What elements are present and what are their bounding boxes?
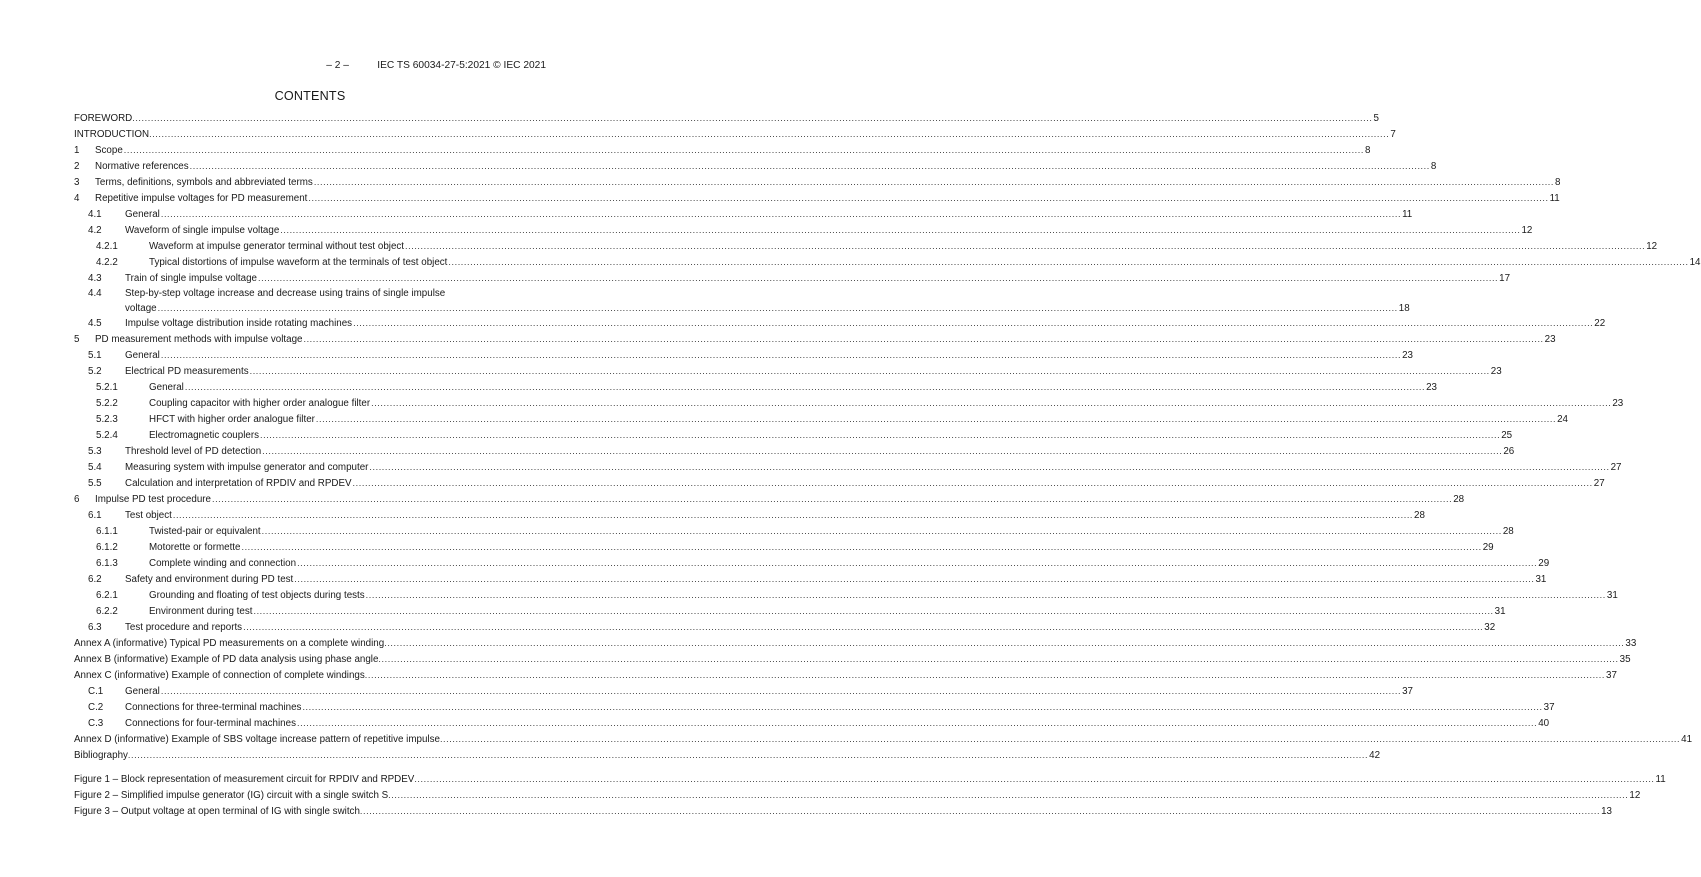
toc-entry-page: 8	[1555, 177, 1561, 188]
figure-entry-page: 11	[1655, 774, 1666, 785]
toc-entry-page: 31	[1494, 605, 1506, 617]
toc-entry-number: 5.2.2	[96, 397, 118, 409]
toc-entry-title: Scope	[95, 145, 123, 156]
toc-entry-title: HFCT with higher order analogue filter	[149, 413, 315, 425]
toc-entry-number: 2	[74, 161, 80, 172]
toc-entry-number: 4	[74, 193, 80, 204]
toc-entry-title: Impulse voltage distribution inside rotating machines	[125, 317, 353, 329]
toc-entry[interactable]	[74, 701, 1555, 713]
toc-entry-number: 3	[74, 177, 80, 188]
toc-entry-number: 5.2	[88, 365, 102, 377]
toc-entry-title: Twisted-pair or equivalent	[149, 525, 261, 537]
toc-entry[interactable]	[74, 365, 1502, 377]
toc-entry-page: 42	[1369, 749, 1381, 761]
toc-entry[interactable]	[74, 509, 1425, 521]
figure-entry-page: 13	[1601, 806, 1612, 817]
toc-entry-page: 35	[1619, 653, 1631, 665]
toc-entry[interactable]	[74, 749, 1381, 761]
toc-entry-number: 6.1.3	[96, 557, 118, 569]
toc-entry-number: 4.4	[88, 288, 102, 299]
dot-leader: ................................................................................................................................................................................................................................................................................................................................................................................................................	[294, 573, 1535, 584]
toc-entry-number: 6.2	[88, 573, 102, 585]
toc-entry-page: 31	[1535, 573, 1547, 585]
toc-entry[interactable]	[74, 272, 1511, 284]
toc-entry-page: 25	[1501, 429, 1513, 441]
dot-leader: ................................................................................................................................................................................................................................................................................................................................................................................................................	[211, 493, 1453, 504]
dot-leader: ................................................................................................................................................................................................................................................................................................................................................................................................................	[160, 685, 1402, 696]
toc-entry-title: Bibliography	[74, 749, 128, 761]
toc-entry-number: 1	[74, 145, 80, 156]
toc-entry-number: 4.2	[88, 225, 102, 236]
toc-entry-title: Complete winding and connection	[149, 557, 297, 569]
toc-entry[interactable]	[74, 717, 1550, 729]
toc-entry-title-line2: voltage	[125, 303, 157, 314]
page-number-label: – 2 –	[326, 60, 349, 71]
toc-entry[interactable]	[74, 605, 1506, 617]
toc-entry-page: 8	[1430, 161, 1437, 172]
toc-entry-title: General	[149, 381, 184, 393]
dot-leader: ................................................................................................................................................................................................................................................................................................................................................................................................................	[260, 429, 1501, 440]
toc-entry[interactable]	[74, 112, 1379, 124]
dot-leader: ................................................................................................................................................................................................................................................................................................................................................................................................................	[132, 113, 1373, 123]
toc-entry[interactable]	[74, 573, 1547, 585]
toc-entry[interactable]	[74, 493, 1465, 505]
toc-entry-number: 4.2.2	[96, 257, 118, 268]
toc-entry-number: 4.5	[88, 317, 102, 329]
toc-entry-number: 6.1.1	[96, 525, 118, 537]
dot-leader: ................................................................................................................................................................................................................................................................................................................................................................................................................	[315, 413, 1557, 424]
table-of-contents	[74, 112, 1701, 765]
dot-leader: ................................................................................................................................................................................................................................................................................................................................................................................................................	[388, 790, 1629, 800]
toc-entry-title: Annex B (informative) Example of PD data analysis using phase angle	[74, 653, 379, 665]
toc-entry-number: 5.4	[88, 461, 102, 473]
toc-entry-title: Connections for three-terminal machines	[125, 701, 302, 713]
toc-entry-page: 31	[1606, 589, 1618, 601]
toc-entry[interactable]	[74, 160, 1437, 172]
toc-entry[interactable]	[74, 240, 1658, 252]
dot-leader: ................................................................................................................................................................................................................................................................................................................................................................................................................	[160, 209, 1402, 219]
dot-leader: ................................................................................................................................................................................................................................................................................................................................................................................................................	[414, 774, 1655, 784]
toc-entry-number: 6.2.2	[96, 605, 118, 617]
dot-leader: ................................................................................................................................................................................................................................................................................................................................................................................................................	[369, 461, 1610, 472]
toc-entry[interactable]	[74, 557, 1550, 569]
toc-entry-title: PD measurement methods with impulse voltage	[95, 333, 303, 345]
toc-entry-title: Annex A (informative) Typical PD measurements on a complete winding	[74, 637, 385, 649]
toc-entry[interactable]	[74, 653, 1631, 665]
toc-entry-title: Typical distortions of impulse waveform at the terminals of test object	[149, 257, 448, 268]
toc-entry-title: Step-by-step voltage increase and decrease using trains of single impulse	[125, 288, 446, 299]
toc-entry-page: 37	[1543, 701, 1555, 713]
toc-entry-page: 28	[1502, 525, 1514, 537]
dot-leader: ................................................................................................................................................................................................................................................................................................................................................................................................................	[296, 717, 1538, 728]
toc-entry-page: 33	[1625, 637, 1637, 649]
toc-entry-title: Train of single impulse voltage	[125, 273, 257, 284]
toc-entry[interactable]	[74, 733, 1693, 745]
dot-leader: ................................................................................................................................................................................................................................................................................................................................................................................................................	[160, 349, 1402, 360]
dot-leader: ................................................................................................................................................................................................................................................................................................................................................................................................................	[302, 701, 1543, 712]
toc-entry-number: 6.1	[88, 509, 102, 521]
toc-entry-title-continued	[74, 302, 1410, 315]
dot-leader: ................................................................................................................................................................................................................................................................................................................................................................................................................	[189, 161, 1430, 171]
toc-entry-number: 5.2.4	[96, 429, 118, 441]
toc-entry-page: 12	[1646, 241, 1658, 252]
toc-entry-title: General	[125, 685, 160, 697]
dot-leader: ................................................................................................................................................................................................................................................................................................................................................................................................................	[249, 365, 1490, 376]
dot-leader: ................................................................................................................................................................................................................................................................................................................................................................................................................	[303, 333, 1544, 344]
page-title: CONTENTS	[274, 89, 346, 103]
toc-entry-title: General	[125, 349, 160, 361]
dot-leader: ................................................................................................................................................................................................................................................................................................................................................................................................................	[371, 397, 1612, 408]
toc-entry[interactable]	[74, 144, 1371, 156]
dot-leader: ................................................................................................................................................................................................................................................................................................................................................................................................................	[439, 733, 1681, 744]
toc-entry-title: Test procedure and reports	[125, 621, 243, 633]
toc-entry-page: 12	[1521, 225, 1533, 236]
toc-entry-page: 23	[1544, 333, 1556, 345]
toc-entry-number: 6.2.1	[96, 589, 118, 601]
figure-entry-title: Figure 2 – Simplified impulse generator (IG) circuit with a single switch S	[74, 790, 389, 801]
toc-entry-page: 40	[1538, 717, 1550, 729]
toc-entry-title: General	[125, 209, 160, 220]
dot-leader: ................................................................................................................................................................................................................................................................................................................................................................................................................	[280, 225, 1521, 235]
toc-entry[interactable]	[74, 288, 1410, 314]
toc-entry-number: 5.1	[88, 349, 102, 361]
dot-leader: ................................................................................................................................................................................................................................................................................................................................................................................................................	[127, 749, 1369, 760]
dot-leader: ................................................................................................................................................................................................................................................................................................................................................................................................................	[384, 637, 1625, 648]
toc-entry-number: C.3	[88, 717, 104, 729]
toc-entry-title: Coupling capacitor with higher order analogue filter	[149, 397, 371, 409]
toc-entry-page: 29	[1482, 541, 1494, 553]
toc-entry-number: 4.2.1	[96, 241, 118, 252]
toc-entry-number: 4.1	[88, 209, 102, 220]
dot-leader: ................................................................................................................................................................................................................................................................................................................................................................................................................	[241, 541, 1482, 552]
toc-entry[interactable]	[74, 176, 1561, 188]
toc-entry-title: Electromagnetic couplers	[149, 429, 259, 441]
toc-entry-page: 37	[1402, 685, 1413, 697]
dot-leader: ................................................................................................................................................................................................................................................................................................................................................................................................................	[308, 193, 1549, 203]
dot-leader: ................................................................................................................................................................................................................................................................................................................................................................................................................	[353, 317, 1594, 328]
toc-entry-title: Environment during test	[149, 605, 253, 617]
document-reference: IEC TS 60034-27-5:2021 © IEC 2021	[377, 60, 546, 71]
toc-entry[interactable]	[74, 381, 1437, 393]
toc-entry-page: 5	[1373, 113, 1379, 124]
toc-entry-page: 23	[1402, 349, 1413, 361]
page-header	[0, 60, 546, 71]
toc-entry[interactable]	[74, 317, 1606, 329]
toc-entry-number: 5	[74, 333, 80, 345]
toc-entry-page: 8	[1364, 145, 1371, 156]
toc-entry[interactable]	[74, 525, 1514, 537]
dot-leader: ................................................................................................................................................................................................................................................................................................................................................................................................................	[378, 653, 1619, 664]
toc-entry-number: 4.3	[88, 273, 102, 284]
toc-entry-title: Annex D (informative) Example of SBS voltage increase pattern of repetitive impulse	[74, 733, 440, 745]
toc-entry-title: Connections for four-terminal machines	[125, 717, 296, 729]
figure-entry-title: Figure 3 – Output voltage at open terminal of IG with single switch	[74, 806, 360, 817]
toc-entry-title: Waveform at impulse generator terminal without test object	[149, 241, 405, 252]
toc-entry-page: 7	[1390, 129, 1396, 140]
dot-leader: ................................................................................................................................................................................................................................................................................................................................................................................................................	[257, 273, 1499, 283]
toc-entry-page: 29	[1538, 557, 1550, 569]
toc-entry-title: Safety and environment during PD test	[125, 573, 294, 585]
dot-leader: ................................................................................................................................................................................................................................................................................................................................................................................................................	[261, 525, 1502, 536]
toc-entry[interactable]	[74, 256, 1701, 268]
toc-entry[interactable]	[74, 333, 1556, 345]
figure-list-entry[interactable]	[74, 789, 1641, 801]
toc-entry-number: 6.3	[88, 621, 102, 633]
dot-leader: ................................................................................................................................................................................................................................................................................................................................................................................................................	[448, 257, 1689, 267]
toc-entry-page: 37	[1606, 669, 1617, 681]
figure-entry-page: 12	[1629, 790, 1641, 801]
toc-entry-page: 24	[1557, 413, 1569, 425]
toc-entry-title: Threshold level of PD detection	[125, 445, 262, 457]
toc-entry-page: 27	[1610, 461, 1622, 473]
dot-leader: ................................................................................................................................................................................................................................................................................................................................................................................................................	[172, 509, 1414, 520]
toc-entry[interactable]	[74, 477, 1605, 489]
toc-entry-title: Motorette or formette	[149, 541, 241, 553]
toc-entry-title: Waveform of single impulse voltage	[125, 225, 280, 236]
dot-leader: ................................................................................................................................................................................................................................................................................................................................................................................................................	[297, 557, 1538, 568]
list-of-figures	[74, 773, 1666, 821]
toc-entry[interactable]	[74, 397, 1624, 409]
toc-entry-title: Grounding and floating of test objects during tests	[149, 589, 365, 601]
dot-leader: ................................................................................................................................................................................................................................................................................................................................................................................................................	[262, 445, 1503, 456]
toc-entry-number: 5.5	[88, 477, 102, 489]
toc-entry-page: 41	[1681, 733, 1693, 745]
toc-entry[interactable]	[74, 541, 1494, 553]
dot-leader: ................................................................................................................................................................................................................................................................................................................................................................................................................	[359, 806, 1601, 816]
toc-entry[interactable]	[74, 349, 1413, 361]
dot-leader: ................................................................................................................................................................................................................................................................................................................................................................................................................	[184, 381, 1426, 392]
toc-entry-title: Repetitive impulse voltages for PD measurement	[95, 193, 308, 204]
dot-leader: ................................................................................................................................................................................................................................................................................................................................................................................................................	[352, 477, 1593, 488]
figure-list-entry[interactable]	[74, 805, 1612, 817]
dot-leader: ................................................................................................................................................................................................................................................................................................................................................................................................................	[243, 621, 1484, 632]
toc-entry[interactable]	[74, 461, 1622, 473]
toc-entry-title: INTRODUCTION	[74, 129, 150, 140]
toc-entry-page: 27	[1593, 477, 1605, 489]
toc-entry-number: 6	[74, 493, 80, 505]
toc-entry-number: C.2	[88, 701, 104, 713]
toc-entry[interactable]	[74, 685, 1413, 697]
toc-entry-title: Calculation and interpretation of RPDIV and RPDEV	[125, 477, 352, 489]
toc-entry-page: 14	[1689, 257, 1701, 268]
toc-entry-number: 5.3	[88, 445, 102, 457]
toc-entry-title: FOREWORD	[74, 113, 133, 124]
toc-entry-title: Normative references	[95, 161, 189, 172]
figure-list-entry[interactable]	[74, 773, 1666, 785]
toc-entry-page: 11	[1402, 209, 1413, 220]
toc-entry-page: 18	[1398, 303, 1410, 314]
toc-entry-number: 6.1.2	[96, 541, 118, 553]
toc-entry-page: 22	[1594, 317, 1606, 329]
toc-entry-title: Terms, definitions, symbols and abbreviated terms	[95, 177, 313, 188]
toc-entry[interactable]	[74, 429, 1513, 441]
toc-entry[interactable]	[74, 589, 1618, 601]
toc-entry-page: 23	[1426, 381, 1437, 393]
toc-entry-page: 23	[1612, 397, 1624, 409]
toc-entry-page: 26	[1503, 445, 1515, 457]
dot-leader: ................................................................................................................................................................................................................................................................................................................................................................................................................	[313, 177, 1555, 187]
dot-leader: ................................................................................................................................................................................................................................................................................................................................................................................................................	[364, 669, 1605, 680]
toc-entry[interactable]	[74, 637, 1637, 649]
toc-entry[interactable]	[74, 192, 1560, 204]
dot-leader: ................................................................................................................................................................................................................................................................................................................................................................................................................	[123, 145, 1364, 155]
dot-leader: ................................................................................................................................................................................................................................................................................................................................................................................................................	[405, 241, 1646, 251]
toc-entry-page: 17	[1499, 273, 1511, 284]
toc-entry-title: Electrical PD measurements	[125, 365, 249, 377]
toc-entry-page: 11	[1549, 193, 1560, 204]
toc-entry-page: 32	[1484, 621, 1496, 633]
toc-entry-number: 5.2.1	[96, 381, 118, 393]
toc-entry[interactable]	[74, 445, 1515, 457]
dot-leader: ................................................................................................................................................................................................................................................................................................................................................................................................................	[157, 303, 1398, 313]
toc-entry-title: Test object	[125, 509, 172, 521]
toc-entry[interactable]	[74, 669, 1617, 681]
dot-leader: ................................................................................................................................................................................................................................................................................................................................................................................................................	[149, 129, 1390, 139]
toc-entry-number: 5.2.3	[96, 413, 118, 425]
toc-entry[interactable]	[74, 224, 1533, 236]
toc-entry[interactable]	[74, 208, 1413, 220]
toc-entry-title: Impulse PD test procedure	[95, 493, 211, 505]
toc-entry-title: Measuring system with impulse generator and computer	[125, 461, 369, 473]
toc-entry-number: C.1	[88, 685, 104, 697]
dot-leader: ................................................................................................................................................................................................................................................................................................................................................................................................................	[253, 605, 1494, 616]
toc-entry-page: 28	[1453, 493, 1465, 505]
toc-entry-page: 23	[1490, 365, 1502, 377]
toc-entry-title: Annex C (informative) Example of connection of complete windings	[74, 669, 365, 681]
toc-entry[interactable]	[74, 621, 1496, 633]
figure-entry-title: Figure 1 – Block representation of measurement circuit for RPDIV and RPDEV	[74, 774, 415, 785]
toc-entry[interactable]	[74, 128, 1396, 140]
dot-leader: ................................................................................................................................................................................................................................................................................................................................................................................................................	[365, 589, 1606, 600]
toc-entry[interactable]	[74, 413, 1569, 425]
toc-entry-page: 28	[1414, 509, 1425, 521]
